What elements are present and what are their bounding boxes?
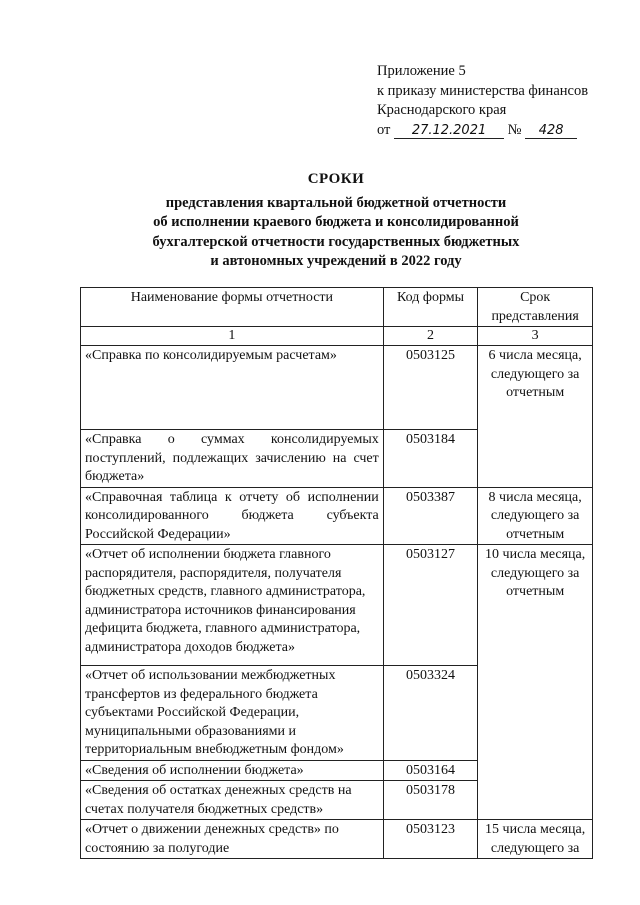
table-row bbox=[81, 487, 593, 545]
form-name: «Отчет об исполнении бюджета главного распорядителя, распорядителя, получателя бюджетных средств, главного администратора, администратора источников финансирования дефицита бюджета, главного администратора, администратора доходов бюджета» bbox=[81, 545, 384, 666]
heading-line-2: об исполнении краевого бюджета и консолидированной bbox=[153, 214, 519, 230]
heading-line-3: бухгалтерской отчетности государственных бюджетных bbox=[152, 233, 520, 250]
form-name: «Справка по консолидируемым расчетам» bbox=[81, 346, 384, 430]
table-row bbox=[81, 346, 593, 430]
form-name: «Отчет об использовании межбюджетных трансфертов из федерального бюджета субъектами Российской Федерации, муниципальными образованиями и территориальным внебюджетным фондом» bbox=[81, 666, 384, 761]
document-heading bbox=[100, 170, 572, 272]
header-name: Наименование формы отчетности bbox=[81, 288, 384, 327]
form-code: 0503184 bbox=[383, 430, 478, 488]
form-name: «Сведения об исполнении бюджета» bbox=[81, 760, 384, 781]
column-number-1: 1 bbox=[81, 327, 384, 346]
date-prefix: от bbox=[377, 121, 391, 138]
table-row bbox=[81, 820, 593, 859]
header-term: Срок представления bbox=[478, 288, 593, 327]
column-number-2: 2 bbox=[383, 327, 478, 346]
heading-line-1: представления квартальной бюджетной отчетности bbox=[165, 194, 507, 211]
order-number: 428 bbox=[525, 123, 577, 139]
form-code: 0503127 bbox=[383, 545, 478, 666]
form-name: «Справочная таблица к отчету об исполнении консолидированного бюджета субъекта Российской Федерации» bbox=[81, 487, 384, 545]
heading-line-4: и автономных учреждений в 2022 году bbox=[210, 253, 462, 269]
term-cell: 10 числа месяца, следующего за отчетным bbox=[478, 545, 593, 820]
deadlines-table bbox=[80, 287, 593, 859]
form-code: 0503125 bbox=[383, 346, 478, 430]
column-number-3: 3 bbox=[478, 327, 593, 346]
document-title: СРОКИ bbox=[307, 171, 365, 187]
form-code: 0503164 bbox=[383, 760, 478, 781]
form-code: 0503178 bbox=[383, 781, 478, 820]
term-cell: 6 числа месяца, следующего за отчетным bbox=[478, 346, 593, 488]
number-prefix: № bbox=[507, 121, 522, 138]
appendix-title: Приложение 5 bbox=[377, 63, 466, 79]
form-name: «Сведения об остатках денежных средств на счетах получателя бюджетных средств» bbox=[81, 781, 384, 820]
form-code: 0503387 bbox=[383, 487, 478, 545]
form-name: «Справка о суммах консолидируемых поступлений, подлежащих зачислению на счет бюджета» bbox=[81, 430, 384, 488]
order-date: 27.12.2021 bbox=[394, 123, 504, 139]
header-code: Код формы bbox=[383, 288, 478, 327]
form-code: 0503324 bbox=[383, 666, 478, 761]
term-cell: 15 числа месяца, следующего за bbox=[478, 820, 593, 859]
form-name: «Отчет о движении денежных средств» по состоянию за полугодие bbox=[81, 820, 384, 859]
appendix-block bbox=[377, 62, 588, 140]
appendix-region-line: Краснодарского края bbox=[377, 102, 507, 118]
appendix-order-line: к приказу министерства финансов bbox=[377, 82, 589, 99]
form-code: 0503123 bbox=[383, 820, 478, 859]
appendix-date-line bbox=[377, 121, 588, 141]
column-number-row bbox=[81, 327, 593, 346]
table-header-row bbox=[81, 288, 593, 327]
table-row bbox=[81, 545, 593, 666]
term-cell: 8 числа месяца, следующего за отчетным bbox=[478, 487, 593, 545]
